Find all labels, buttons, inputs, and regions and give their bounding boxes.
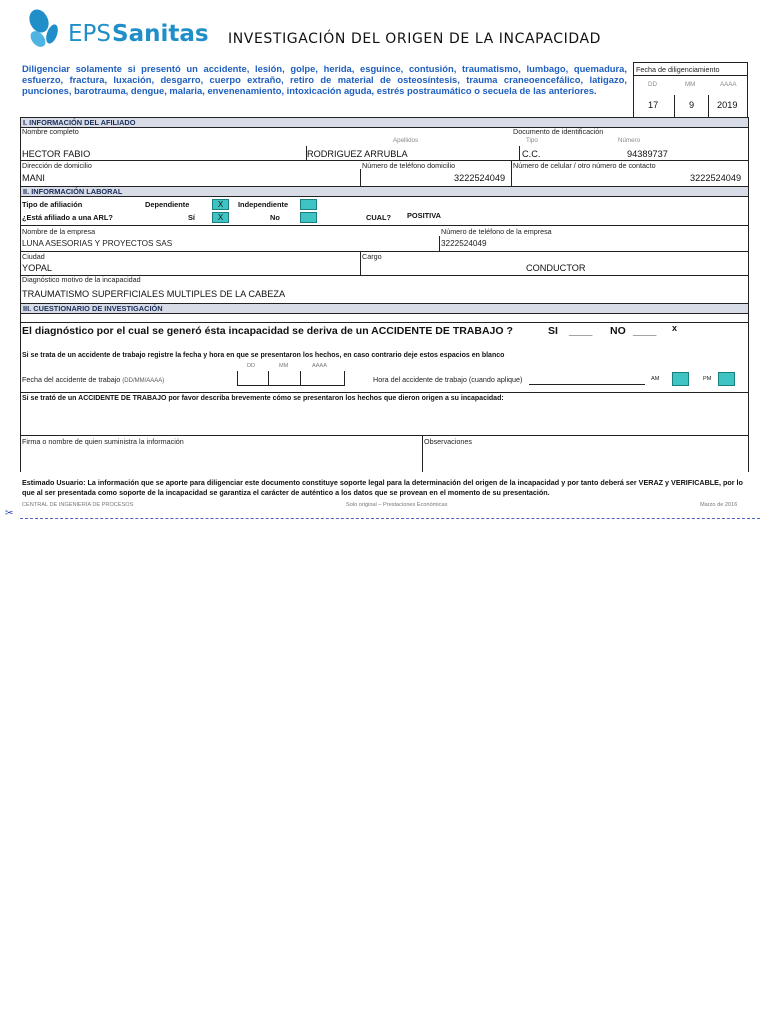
legal-notice: Estimado Usuario: La información que se aporte para diligenciar este documento constituye soporte legal para la determinación del origen de la incapacidad y por tanto deberá ser VERAZ y VERIFICABLE, por lo que al ser presentada como soporte de la incapacidad se garantiza el carácter de auténtico a los datos que se provean en el momento de su presentación.: [22, 478, 743, 498]
diagnosis-value[interactable]: TRAUMATISMO SUPERFICIALES MULTIPLES DE LA CABEZA: [22, 289, 286, 299]
fill-date-yyyy[interactable]: 2019: [717, 100, 738, 110]
address-label: Dirección de domicilio: [22, 161, 92, 170]
independent-checkbox[interactable]: [300, 199, 317, 210]
describe-events-field[interactable]: [21, 405, 748, 435]
logo-text-eps: EPS: [68, 21, 112, 47]
first-names-value[interactable]: HECTOR FABIO: [22, 149, 91, 159]
accident-time-label: Hora del accidente de trabajo (cuando aplique): [373, 375, 523, 384]
intro-instructions: Diligenciar solamente si presentó un accidente, lesión, golpe, herida, esguince, contusión, traumatismo, lumbago, quemadura, esfuerzo, fractura, luxación, desgarro, cuerpo extraño, retiro de material de osteosíntesis, trauma craneoencefálico, latigazo, punciones, barotrauma, dengue, malaria, envenenamiento, intoxicación aguda, estrés postraumático o secuela de las anteriores.: [22, 63, 627, 97]
accident-dd-label: DD: [247, 363, 256, 369]
section-employment-title: II. INFORMACIÓN LABORAL: [21, 187, 748, 196]
section-questionnaire-title: III. CUESTIONARIO DE INVESTIGACIÓN: [21, 304, 748, 313]
position-label: Cargo: [362, 252, 382, 261]
home-phone-value[interactable]: 3222524049: [454, 173, 506, 183]
am-label: AM: [651, 376, 660, 382]
observations-label: Observaciones: [424, 437, 472, 446]
footer-left-note: CENTRAL DE INGENIERÍA DE PROCESOS: [22, 502, 134, 508]
accident-date-label-text: Fecha del accidente de trabajo: [22, 375, 121, 384]
address-value[interactable]: MANI: [22, 173, 45, 183]
full-name-label: Nombre completo: [22, 127, 79, 136]
section-employment: [20, 186, 749, 305]
footer-right-note: Marzo de 2016: [700, 502, 738, 508]
arl-which-value[interactable]: POSITIVA: [407, 211, 441, 220]
affiliation-type-label: Tipo de afiliación: [22, 200, 83, 209]
am-checkbox[interactable]: [672, 372, 689, 386]
work-accident-question: El diagnóstico por el cual se generó ésta incapacidad se deriva de un ACCIDENTE DE TRABAJO ?: [22, 325, 513, 337]
surnames-value[interactable]: RODRIGUEZ ARRUBLA: [307, 149, 408, 159]
section-questionnaire: [20, 303, 749, 472]
dependent-label: Dependiente: [145, 200, 190, 209]
city-label: Ciudad: [22, 252, 45, 261]
accident-date-field[interactable]: [237, 371, 345, 386]
diagnosis-label: Diagnóstico motivo de la incapacidad: [22, 275, 141, 284]
fill-date-dd-label: DD: [648, 81, 657, 88]
answer-si-label: SI: [548, 325, 558, 337]
fill-date-label: Fecha de diligenciamiento: [636, 65, 720, 74]
position-value[interactable]: CONDUCTOR: [526, 263, 586, 273]
city-value[interactable]: YOPAL: [22, 263, 52, 273]
arl-question-label: ¿Está afiliado a una ARL?: [22, 213, 113, 222]
accident-mm-label: MM: [279, 363, 289, 369]
answer-no-blank[interactable]: ____: [633, 325, 657, 337]
arl-yes-checkbox[interactable]: X: [212, 212, 229, 223]
scissors-icon: ✂: [5, 508, 14, 519]
eps-sanitas-logo: [28, 8, 208, 52]
mobile-label: Número de celular / otro número de contacto: [513, 161, 656, 170]
surnames-label: Apellidos: [393, 137, 419, 144]
accident-date-format: (DD/MM/AAAA): [122, 378, 165, 384]
section-affiliate-title: I. INFORMACIÓN DEL AFILIADO: [21, 118, 748, 127]
fill-date-mm-label: MM: [685, 81, 696, 88]
company-name-value[interactable]: LUNA ASESORIAS Y PROYECTOS SAS: [22, 239, 173, 248]
section-affiliate: [20, 117, 749, 189]
observations-field[interactable]: [423, 446, 747, 470]
logo-text-sanitas: Sanitas: [112, 21, 209, 47]
doc-type-value[interactable]: C.C.: [522, 149, 541, 159]
pm-label: PM: [703, 376, 712, 382]
accident-yyyy-label: AAAA: [312, 363, 327, 369]
accident-date-label: [22, 375, 164, 384]
pm-checkbox[interactable]: [718, 372, 735, 386]
describe-events-label: Si se trató de un ACCIDENTE DE TRABAJO por favor describa brevemente cómo se presentaron los hechos que dieron origen a su incapacidad:: [22, 395, 504, 402]
company-phone-value[interactable]: 3222524049: [441, 239, 487, 248]
answer-no-label: NO: [610, 325, 626, 337]
fill-date-yyyy-label: AAAA: [720, 81, 737, 88]
doc-number-label: Número: [618, 137, 641, 144]
fill-date-box: [633, 62, 748, 118]
accident-time-field[interactable]: [529, 384, 645, 385]
mobile-value[interactable]: 3222524049: [690, 173, 742, 183]
doc-type-label: Tipo: [526, 137, 538, 144]
arl-which-label: CUAL?: [366, 213, 392, 222]
arl-no-checkbox[interactable]: [300, 212, 317, 223]
footer-center-note: Solo original – Prestaciones Económicas: [346, 502, 448, 508]
fill-date-dd[interactable]: 17: [648, 100, 659, 110]
signature-label: Firma o nombre de quien suministra la información: [22, 437, 184, 446]
doc-number-value[interactable]: 94389737: [627, 149, 668, 159]
arl-yes-label: Sí: [188, 213, 195, 222]
arl-no-label: No: [270, 213, 280, 222]
signature-field[interactable]: [21, 446, 421, 470]
id-document-label: Documento de identificación: [513, 127, 604, 136]
company-phone-label: Número de teléfono de la empresa: [441, 227, 552, 236]
home-phone-label: Número de teléfono domicilio: [362, 161, 456, 170]
butterfly-logo-icon: [28, 8, 68, 52]
cut-line: [20, 518, 760, 519]
fill-date-mm[interactable]: 9: [689, 100, 695, 110]
dependent-checkbox[interactable]: X: [212, 199, 229, 210]
accident-date-instruction: Si se trata de un accidente de trabajo registre la fecha y hora en que se presentaron los hechos, en caso contrario deje estos espacios en blanco: [22, 352, 505, 359]
company-name-label: Nombre de la empresa: [22, 227, 96, 236]
independent-label: Independiente: [238, 200, 289, 209]
answer-mark: x: [672, 323, 678, 333]
form-title: INVESTIGACIÓN DEL ORIGEN DE LA INCAPACIDAD: [228, 31, 602, 47]
answer-si-blank[interactable]: ____: [569, 325, 593, 337]
